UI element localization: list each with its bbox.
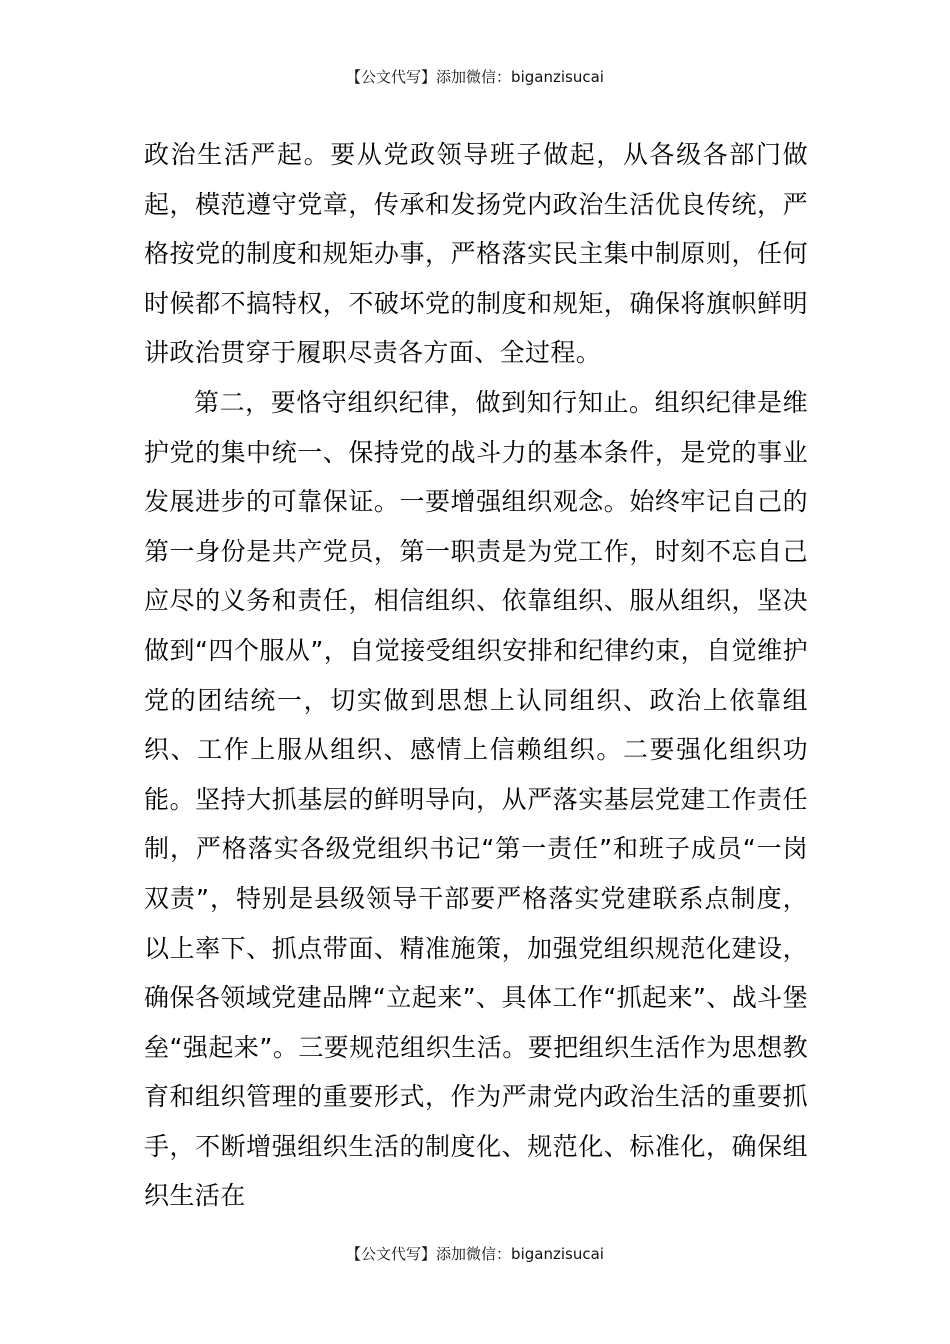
page-footer-watermark: 【公文代写】添加微信：biganzisucai (346, 1245, 604, 1263)
body-paragraph-organization-discipline: 第二，要恪守组织纪律，做到知行知止。组织纪律是维护党的集中统一、保持党的战斗力的基本条件，是党的事业发展进步的可靠保证。一要增强组织观念。始终牢记自己的第一身份是共产党员，第一职责是为党工作，时刻不忘自己应尽的义务和责任，相信组织、依靠组织、服从组织，坚决做到“四个服从”，自觉接受组织安排和纪律约束，自觉维护党的团结统一，切实做到思想上认同组织、政治上依靠组织、工作上服从组织、感情上信赖组织。二要强化组织功能。坚持大抓基层的鲜明导向，从严落实基层党建工作责任制，严格落实各级党组织书记“第一责任”和班子成员“一岗双责”，特别是县级领导干部要严格落实党建联系点制度，以上率下、抓点带面、精准施策，加强党组织规范化建设，确保各领域党建品牌“立起来”、具体工作“抓起来”、战斗堡垒“强起来”。三要规范组织生活。要把组织生活作为思想教育和组织管理的重要形式，作为严肃党内政治生活的重要抓手，不断增强组织生活的制度化、规范化、标准化，确保组织生活在 (144, 387, 808, 1211)
document-body (144, 130, 808, 1221)
page-header-watermark: 【公文代写】添加微信：biganzisucai (346, 68, 604, 86)
body-paragraph-continuation: 政治生活严起。要从党政领导班子做起，从各级各部门做起，模范遵守党章，传承和发扬党内政治生活优良传统，严格按党的制度和规矩办事，严格落实民主集中制原则，任何时候都不搞特权，不破坏党的制度和规矩，确保将旗帜鲜明讲政治贯穿于履职尽责各方面、全过程。 (144, 140, 808, 368)
